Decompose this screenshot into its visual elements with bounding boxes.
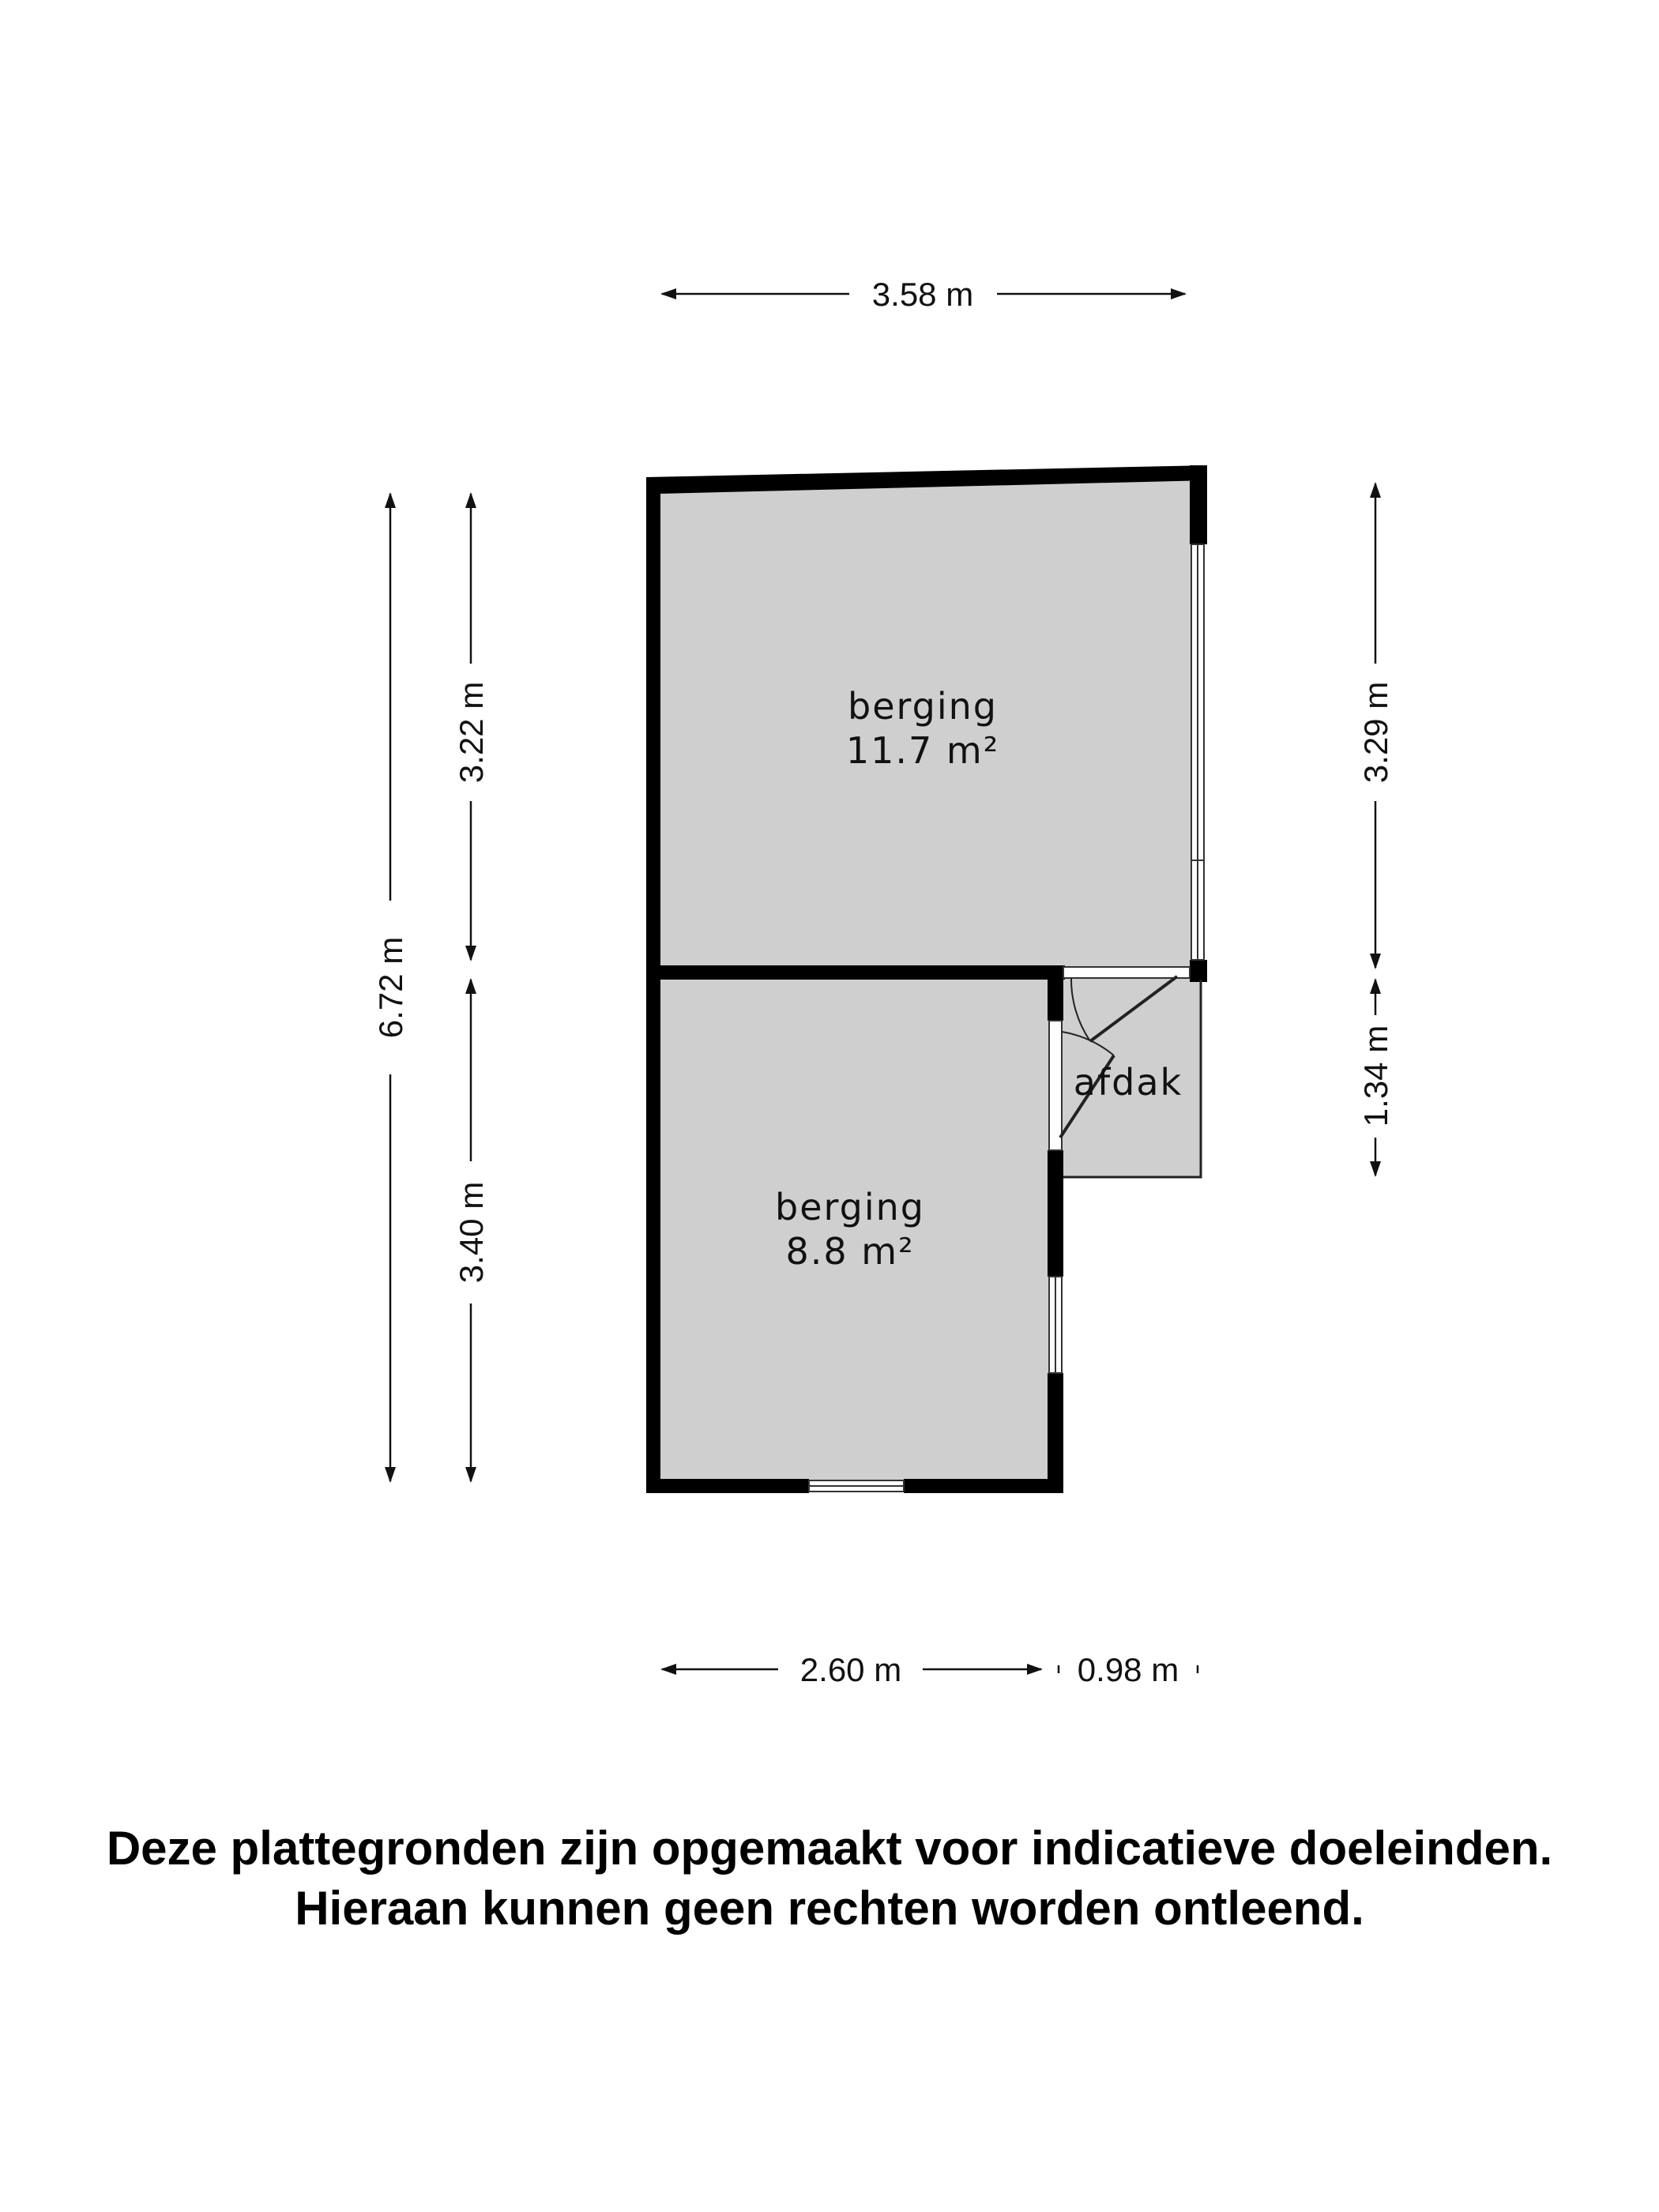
dim-left-upper: 3.22 m <box>453 681 490 784</box>
dim-left-total: 6.72 m <box>372 936 409 1039</box>
left-wall <box>646 477 660 1492</box>
dim-right-upper: 3.29 m <box>1357 681 1394 784</box>
right-corner-block <box>1190 960 1207 982</box>
dim-top-width: 3.58 m <box>871 276 974 313</box>
dim-bottom-left: 2.60 m <box>799 1651 902 1688</box>
inner-wall-stub-top <box>1048 965 1063 1021</box>
room-lower-area: 8.8 m² <box>785 1230 915 1273</box>
bottom-wall-left <box>646 1479 809 1493</box>
room-lower-floor <box>653 972 1055 1485</box>
room-upper-name: berging <box>848 685 998 728</box>
dim-left-lower: 3.40 m <box>453 1181 490 1284</box>
right-wall-stub <box>1190 465 1207 544</box>
middle-wall <box>646 965 1065 980</box>
room-afdak-name: afdak <box>1073 1061 1183 1104</box>
bottom-wall-right <box>904 1479 1063 1493</box>
room-upper-area: 11.7 m² <box>845 729 1000 772</box>
disclaimer-line-1: Deze plattegronden zijn opgemaakt voor indicatieve doeleinden. <box>106 1822 1553 1875</box>
dim-bottom-right: 0.98 m <box>1077 1651 1179 1688</box>
door-top-opening <box>1063 967 1190 978</box>
room-lower-name: berging <box>775 1186 925 1228</box>
inner-wall-lower <box>1048 1373 1063 1492</box>
dim-right-lower: 1.34 m <box>1357 1025 1394 1127</box>
inner-wall-mid <box>1048 1150 1063 1277</box>
door-side-opening <box>1049 1021 1062 1150</box>
disclaimer-line-2: Hieraan kunnen geen rechten worden ontleend. <box>295 1882 1364 1935</box>
